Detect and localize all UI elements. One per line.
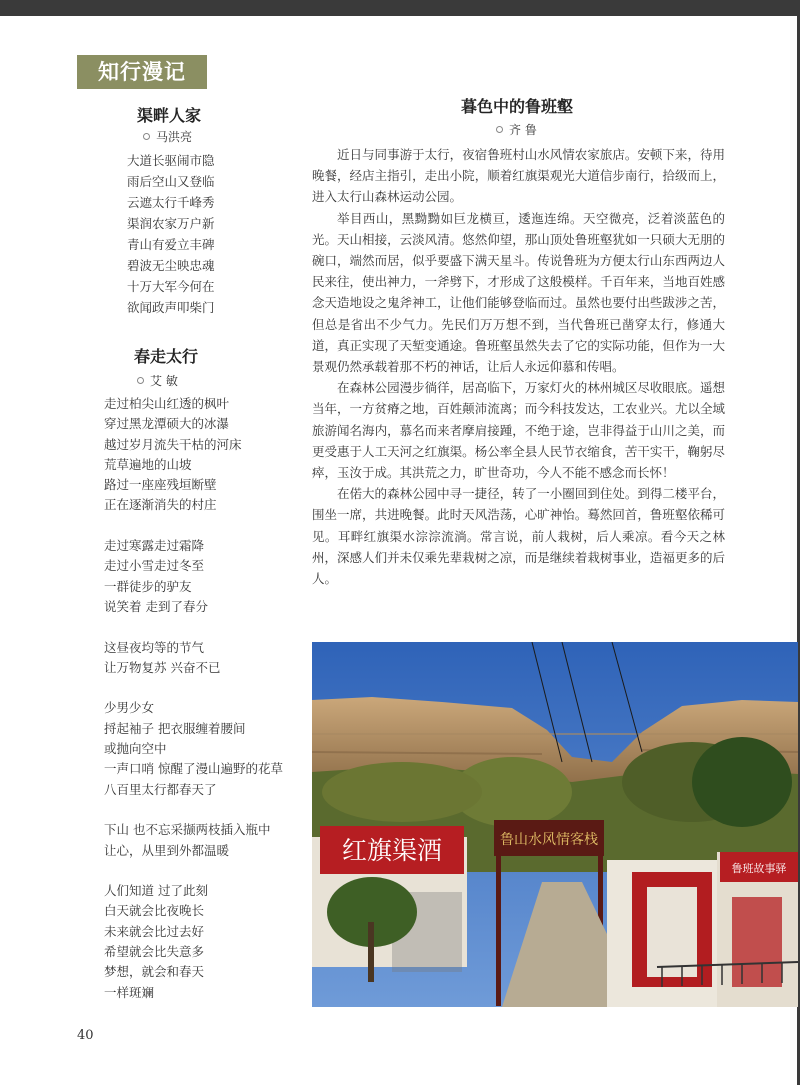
poem-line: 碧波无尘映忠魂	[127, 258, 215, 273]
poem-line: 未来就会比过去好	[104, 923, 205, 939]
article-author	[496, 121, 537, 138]
poem-line: 让心，从里到外都温暖	[104, 842, 230, 858]
poem-line: 人们知道 过了此刻	[104, 883, 208, 899]
poem-line: 下山 也不忘采撷两枝插入瓶中	[104, 822, 271, 838]
poem-line: 走过柏尖山红透的枫叶	[104, 396, 230, 411]
poem-line: 八百里太行都春天了	[104, 781, 217, 797]
poem-line: 云遮太行千峰秀	[127, 195, 215, 210]
poem-line: 青山有爱立丰碑	[127, 237, 215, 252]
sign-right-text: 鲁班故事驿	[731, 862, 787, 875]
sign-center-text: 鲁山水风情客栈	[500, 832, 598, 848]
poem-line: 白天就会比夜晚长	[104, 903, 205, 919]
poem-line: 走过小雪走过冬至	[104, 558, 205, 574]
poem1-lines	[127, 150, 215, 318]
sign-left-text: 红旗渠酒	[341, 836, 443, 865]
article-author-name: 齐 鲁	[509, 123, 537, 137]
page-number: 40	[77, 1028, 94, 1043]
poem-line: 这昼夜均等的节气	[104, 639, 205, 655]
bullet-circle-icon	[496, 126, 503, 133]
poem-line: 一群徒步的驴友	[104, 578, 192, 594]
article-paragraph: 近日与同事游于太行，夜宿鲁班村山水风情农家旅店。安顿下来，待用晚餐，经店主指引，走出小院，顺着红旗渠观光大道信步南行，拾级而上，进入太行山森林运动公园。	[312, 147, 725, 205]
section-tag: 知行漫记	[77, 55, 207, 89]
stanza-gap	[104, 861, 283, 881]
poem-line: 捋起袖子 把衣服缠着腰间	[104, 720, 246, 736]
article-paragraph: 在森林公园漫步徜徉，居高临下，万家灯火的林州城区尽收眼底。遥想当年，一方贫瘠之地，百姓颠沛流离；而今科技发达，工农业兴。尤以全域旅游闻名海内，慕名而来者摩肩接踵，不绝于途，岂非得益于山川之美，而更受惠于人工天河之红旗渠。杨公率全县人民节衣缩食，苦干实干，鞠躬尽瘁，玉汝于成。其洪荒之力，旷世奇功，今人不能不感念而长怀！	[312, 380, 725, 481]
poem-line: 欲闻政声叩柴门	[127, 300, 215, 315]
article-body	[312, 144, 725, 589]
poem2-author-name: 艾 敏	[150, 374, 178, 388]
poem2-author	[137, 372, 178, 389]
poem-line: 荒草遍地的山坡	[104, 456, 192, 472]
poem-line: 走过寒露走过霜降	[104, 538, 205, 554]
bullet-circle-icon	[143, 133, 150, 140]
poem1-author-name: 马洪亮	[156, 130, 193, 144]
poem-line: 十万大军今何在	[127, 279, 215, 294]
poem-line: 路过一座座残垣断壁	[104, 477, 217, 493]
stanza-gap	[104, 617, 283, 637]
poem-line: 少男少女	[104, 700, 155, 716]
poem1-author	[143, 128, 192, 145]
stanza-gap	[104, 516, 283, 536]
poem-line: 大道长驱闹市隐	[127, 153, 215, 168]
top-border	[0, 0, 800, 16]
poem-line: 雨后空山又登临	[127, 174, 215, 189]
poem2-title: 春走太行	[134, 347, 199, 366]
poem2-lines	[104, 394, 283, 1003]
poem-line: 希望就会比失意多	[104, 944, 205, 960]
poem-line: 穿过黑龙潭硕大的冰瀑	[104, 416, 230, 432]
poem-line: 说笑着 走到了春分	[104, 598, 208, 614]
village-photo	[312, 642, 798, 1007]
article-paragraph: 举目西山，黑黝黝如巨龙横亘，逶迤连绵。天空微亮，泛着淡蓝色的光。天山相接，云淡风清。悠然仰望，那山顶处鲁班壑犹如一只硕大无朋的碗口，端然而居，似乎要盛下满天星斗。传说鲁班为方便太行山东西两边人民来往，使出神力，一斧劈下，才形成了这般模样。千百年来，当地百姓感念天造地设之鬼斧神工，让他们能够登临而过。虽然也要付出些跋涉之苦，但总是省出不少气力。先民们万万想不到，当代鲁班已凿穿太行，修通大道，真正实现了天堑变通途。鲁班壑虽然失去了它的实际功能，但作为一大景观仍然承载着那不朽的神话，让后人永远仰慕和传唱。	[312, 210, 725, 375]
poem-line: 越过岁月流失干枯的河床	[104, 436, 242, 452]
stanza-gap	[104, 800, 283, 820]
poem-line: 一样斑斓	[104, 984, 155, 1000]
poem1-title: 渠畔人家	[137, 106, 202, 125]
article-title: 暮色中的鲁班壑	[460, 97, 573, 116]
stanza-gap	[104, 678, 283, 698]
poem-line: 渠润农家万户新	[127, 216, 215, 231]
poem-line: 一声口哨 惊醒了漫山遍野的花草	[104, 761, 283, 777]
poem-line: 梦想，就会和春天	[104, 964, 205, 980]
poem-line: 或抛向空中	[104, 741, 167, 757]
poem-line: 正在逐渐消失的村庄	[104, 497, 217, 513]
bullet-circle-icon	[137, 377, 144, 384]
poem-line: 让万物复苏 兴奋不已	[104, 659, 221, 675]
article-paragraph: 在偌大的森林公园中寻一捷径，转了一小圈回到住处。到得二楼平台，围坐一席，共进晚餐。此时天风浩荡，心旷神怡。蓦然回首，鲁班壑依稀可见。耳畔红旗渠水淙淙流淌。常言说，前人栽树，后人乘凉。看今天之林州，深感人们并未仅乘先辈栽树之凉，而是继续着栽树事业，造福更多的后人。	[312, 486, 725, 587]
